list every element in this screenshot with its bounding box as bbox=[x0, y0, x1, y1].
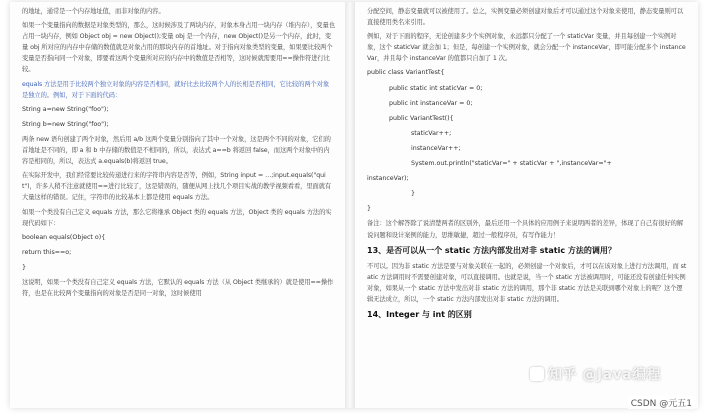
code-line: String a=new String("foo"); bbox=[22, 105, 109, 113]
left-paragraph: equals 方法是用于比较两个独立对象的内容是否相同，就好比去比较两个人的长相是否相同，它比较的两个对象是独立的。例如，对于下面的代码： bbox=[22, 80, 330, 99]
left-paragraph: 如果一个变量指向的数据是对象类型的，那么，这时候涉及了两块内存，对象本身占用一块内存（堆内存），变量也占用一块内存，例如 Object obj = new Object();变量 obj 是一个内存，new Object()是另一个内存，此时，变量 obj 所对应的内存中存储的数值就是对象占用的那块内存的首地址。对于指向对象类型的变量，如果要比较两个变量是否指向同一个对象，即要看这两个变量所对应的内存中的数值是否相等，这时候就需要用==操作符进行比较。 bbox=[22, 22, 335, 74]
code-line: public static int staticVar = 0; bbox=[389, 84, 483, 92]
left-paragraph: 在实际开发中，我们经常要比较传递进行来的字符串内容是否等，例如，String input = …;input.equals("quit")，许多人稍不注意就使用==进行比较了，这是错误的，随便从网上找几个项目实战的教学视频看看，里面就有大量这样的错误。记住，字符串的比较基本上都是使用 equals 方法。 bbox=[22, 172, 332, 202]
right-page bbox=[355, 2, 698, 408]
code-line: staticVar++; bbox=[411, 129, 452, 137]
right-paragraph: 例如，对于下面的程序，无论创建多少个实例对象，永远都只分配了一个 staticVar 变量，并且每创建一个实例对象，这个 staticVar 就会加 1；但是，每创建一个实例对象，就会分配一个 instanceVar，即可能分配多个 instanceVar，并且每个 instanceVar 的值都只自加了 1 次。 bbox=[367, 33, 686, 63]
right-paragraph: 分配空间，静态变量就可以被使用了。总之，实例变量必须创建对象后才可以通过这个对象来使用，静态变量则可以直接使用类名来引用。 bbox=[367, 8, 684, 27]
left-paragraph: 的地址，通常是一个内存地址值，而非对象的内容。 bbox=[22, 8, 165, 15]
right-paragraph: 备注：这个解答除了说清楚两者的区别外，最后还用一个具体的应用例子来说明两者的差异，体现了自己有很好的解说问题和设计案例的能力，思维敏捷，超过一般程序员，有写作能力！ bbox=[367, 220, 684, 239]
code-block bbox=[367, 67, 688, 214]
question-heading-13: 13、是否可以从一个 static 方法内部发出对非 static 方法的调用？ bbox=[367, 245, 616, 255]
code-line: System.out.println("staticVar=" + staticVar + ",instanceVar="+ bbox=[411, 160, 612, 168]
code-line: instanceVar); bbox=[367, 175, 409, 183]
csdn-credit: CSDN @元五1 bbox=[628, 396, 695, 409]
code-line: String b=new String("foo"); bbox=[22, 120, 109, 128]
code-line: } bbox=[22, 263, 27, 271]
left-paragraph: 如果一个类没有自己定义 equals 方法，那么它将继承 Object 类的 equals 方法，Object 类的 equals 方法的实现代码如下： bbox=[22, 208, 332, 227]
code-line: public VariantTest(){ bbox=[389, 114, 454, 122]
left-page bbox=[10, 2, 345, 408]
code-line: } bbox=[367, 205, 372, 213]
zhihu-watermark bbox=[530, 364, 661, 384]
code-line: boolean equals(Object o){ bbox=[22, 233, 106, 241]
answer-paragraph-13: 不可以。因为非 static 方法是要与对象关联在一起的，必须创建一个对象后，才可以在该对象上进行方法调用，而 static 方法调用时不需要创建对象，可以直接调用。也就是说，当一个 static 方法被调用时，可能还没有创建任何实例对象，如果从一个 static 方法中发出对非 static 方法的调用，那个非 static 方法是关联到哪个对象上的呢？这个逻辑无法成立，所以，一个 static 方法内部发出对非 static 方法的调用。 bbox=[367, 262, 687, 303]
code-line: } bbox=[411, 190, 416, 198]
question-heading-14: 14、Integer 与 int 的区别 bbox=[367, 309, 472, 319]
code-line: public class VariantTest{ bbox=[367, 69, 445, 77]
left-paragraph: 两条 new 语句创建了两个对象，然后用 a/b 这两个变量分别指向了其中一个对象，这是两个不同的对象，它们的首地址是不同的，即 a 和 b 中存储的数值是不相同的，所以，表达式 a==b 将返回 false，而这两个对象中的内容是相同的，所以，表达式 a.equals(b)将返回 true。 bbox=[22, 135, 331, 166]
zhihu-logo-icon bbox=[530, 367, 544, 381]
watermark-text: 知乎 @Java编程 bbox=[548, 367, 662, 383]
code-line: instanceVar++; bbox=[411, 144, 461, 152]
scanned-book-spread bbox=[10, 2, 698, 408]
left-paragraph: 这说明，如果一个类没有自己定义 equals 方法，它默认的 equals 方法（从 Object 类继承的）就是使用==操作符，也是在比较两个变量指向的对象是否是同一对象，这时候使用 bbox=[22, 278, 334, 298]
code-line: public int instanceVar = 0; bbox=[389, 99, 473, 107]
book-gutter bbox=[345, 2, 355, 408]
code-line: return this==o; bbox=[22, 248, 72, 256]
